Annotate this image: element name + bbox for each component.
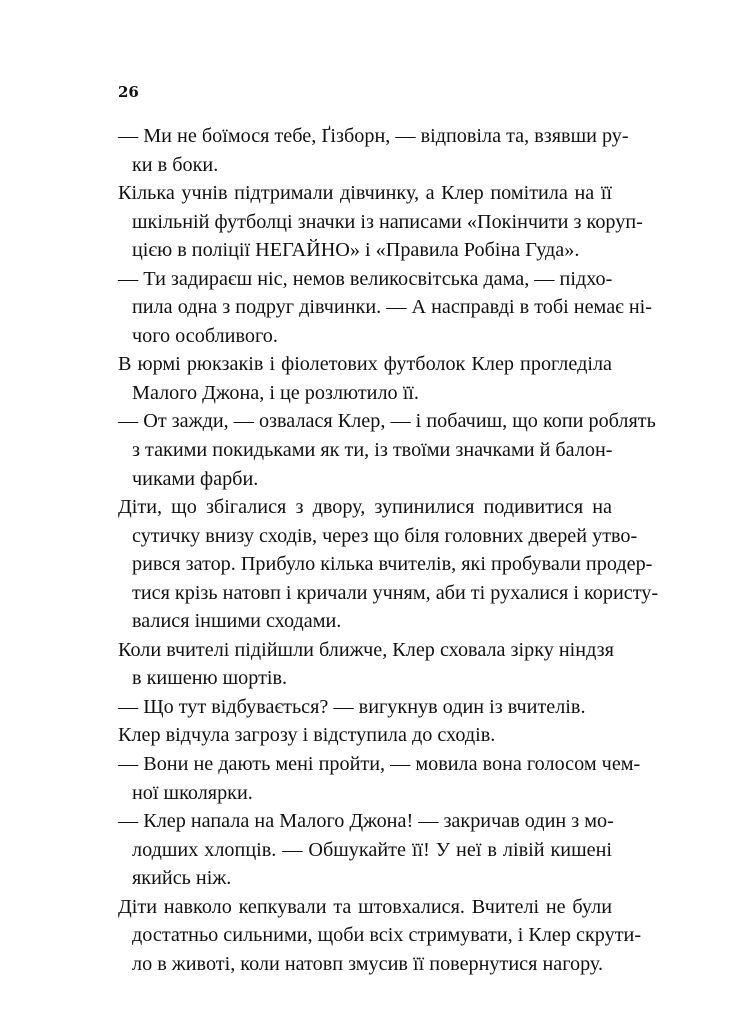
text-line: В юрмі рюкзаків і фіолетових футболок Клер прогледіла — [118, 353, 612, 376]
text-line: чого особливого. — [132, 324, 278, 347]
text-line: — Ми не боїмося тебе, Ґізборн, — відповіла та, взявши ру- — [118, 125, 629, 147]
text-line: ки в боки. — [132, 153, 219, 176]
text-line: лодших хлопців. — Обшукайте її! У неї в лівій кишені — [132, 838, 612, 861]
text-line: ло в животі, коли натовп змусив її повернутися нагору. — [132, 952, 604, 975]
text-line: шкільній футболці значки із написами «Покінчити з коруп- — [132, 210, 643, 233]
text-line: пила одна з подруг дівчинки. — А насправді в тобі немає ні- — [132, 296, 653, 319]
text-line: в кишеню шортів. — [132, 667, 288, 690]
text-line: валися іншими сходами. — [132, 610, 342, 633]
text-line: Коли вчителі підійшли ближче, Клер сховала зірку ніндзя — [118, 638, 614, 661]
text-line: — От зажди, — озвалася Клер, — і побачиш, що копи роблять — [118, 410, 656, 433]
text-line: ної школярки. — [132, 781, 253, 804]
text-line: Малого Джона, і це розлютило її. — [132, 381, 419, 404]
text-line: з такими покидьками як ти, із твоїми значками й балон- — [132, 439, 613, 462]
text-line: — Що тут відбувається? — вигукнув один із вчителів. — [118, 695, 586, 718]
text-line: тися крізь натовп і кричали учням, аби ті рухалися і користу- — [132, 581, 659, 604]
text-line: достатньо сильними, щоби всіх стримувати, і Клер скрути- — [132, 924, 642, 947]
text-line: цією в поліції НЕГАЙНО» і «Правила Робіна Гуда». — [132, 239, 580, 262]
text-line: рився затор. Прибуло кілька вчителів, які пробували продер- — [132, 553, 653, 576]
page-number: 26 — [118, 83, 139, 101]
text-line: Кілька учнів підтримали дівчинку, а Клер помітила на її — [118, 182, 612, 205]
text-line: чиками фарби. — [132, 467, 259, 490]
text-line: — Вони не дають мені пройти, — мовила вона голосом чем- — [118, 753, 641, 776]
text-line: Клер відчула загрозу і відступила до сходів. — [118, 724, 496, 747]
text-line: Діти навколо кепкували та штовхалися. Вчителі не були — [118, 895, 612, 918]
text-line: сутичку внизу сходів, через що біля головних дверей утво- — [132, 524, 638, 547]
text-line: — Ти задираєш ніс, немов великосвітська дама, — підхо- — [118, 267, 613, 290]
text-line: — Клер напала на Малого Джона! — закричав один з мо- — [118, 810, 614, 833]
text-line: Діти, що збігалися з двору, зупинилися подивитися на — [118, 496, 612, 519]
body-text — [118, 122, 659, 978]
text-line: якийсь ніж. — [132, 867, 232, 890]
